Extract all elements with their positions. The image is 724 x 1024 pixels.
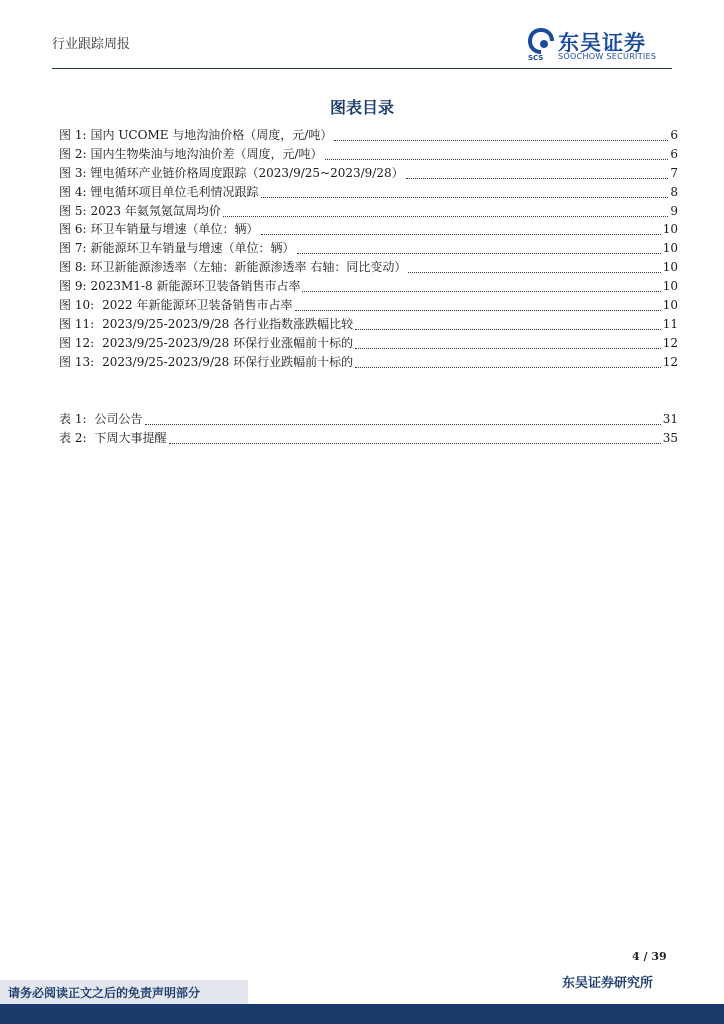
toc-entry-title: 2023M1-8 新能源环卫装备销售市占率 [90, 279, 301, 294]
toc-entry-label: 图 11: [59, 316, 95, 331]
logo-scs-text: SCS [528, 54, 544, 62]
toc-entry[interactable] [59, 220, 678, 239]
toc-entry-label: 图 1: [59, 128, 87, 142]
toc-entry-label: 表 2: [59, 430, 87, 445]
toc-leader-dots [355, 317, 661, 330]
toc-entry[interactable] [59, 202, 678, 221]
toc-entry[interactable] [59, 239, 678, 258]
toc-leader-dots [145, 412, 661, 425]
toc-leader-dots [334, 128, 668, 141]
toc-entry-label: 图 8: [59, 260, 87, 275]
toc-entry-label: 图 10: [59, 298, 95, 313]
toc-entry-title: 锂电循环产业链价格周度跟踪（2023/9/25~2023/9/28） [90, 165, 404, 180]
soochow-logo-icon [528, 28, 554, 54]
toc-entry-label: 图 13: [59, 354, 95, 369]
toc-entry[interactable] [59, 296, 678, 315]
toc-entry[interactable] [59, 258, 678, 277]
toc-entry[interactable] [59, 277, 678, 296]
toc-leader-dots [355, 355, 661, 368]
toc-entry-title: 国内 UCOME 与地沟油价格（周度，元/吨） [90, 128, 333, 142]
toc-entry-title: 环卫新能源渗透率（左轴：新能源渗透率 右轴：同比变动） [90, 260, 407, 275]
toc-entry-label: 图 2: [59, 146, 87, 161]
toc-entry-label: 图 4: [59, 184, 87, 199]
toc-entry-page: 10 [662, 241, 678, 256]
toc-entry[interactable] [59, 353, 678, 372]
toc-entry-page: 10 [662, 222, 678, 237]
toc-entry[interactable] [59, 334, 678, 353]
footer-organization: 东吴证券研究所 [562, 976, 654, 991]
toc-entry[interactable] [59, 315, 678, 334]
toc-entry-title: 2023/9/25-2023/9/28 各行业指数涨跌幅比较 [102, 316, 354, 331]
figure-list [59, 126, 678, 372]
toc-entry[interactable] [59, 145, 678, 164]
toc-leader-dots [302, 279, 660, 292]
table-list [59, 410, 678, 448]
toc-entry-label: 图 7: [59, 241, 87, 256]
toc-entry-page: 10 [662, 298, 678, 313]
toc-entry-title: 新能源环卫车销量与增速（单位：辆） [90, 241, 295, 256]
toc-entry-title: 2023 年氦氖氪氙周均价 [90, 203, 221, 218]
toc-leader-dots [325, 147, 669, 160]
toc-entry-title: 2023/9/25-2023/9/28 环保行业涨幅前十标的 [102, 335, 354, 350]
toc-entry-label: 图 12: [59, 335, 95, 350]
toc-entry[interactable] [59, 410, 678, 429]
toc-entry-page: 10 [662, 260, 678, 275]
toc-entry-page: 10 [662, 279, 678, 294]
toc-entry-title: 公司公告 [94, 412, 143, 426]
toc-entry-title: 国内生物柴油与地沟油价差（周度，元/吨） [90, 146, 323, 161]
toc-entry[interactable] [59, 126, 678, 145]
toc-title: 图表目录 [329, 98, 394, 117]
footer-bar [0, 1004, 724, 1024]
toc-entry-page: 12 [662, 335, 678, 350]
disclaimer-text: 请务必阅读正文之后的免责声明部分 [8, 985, 201, 1000]
toc-leader-dots [261, 222, 661, 235]
disclaimer-notice [0, 980, 248, 1004]
toc-entry-page: 7 [670, 165, 678, 180]
toc-entry[interactable] [59, 429, 678, 448]
toc-entry-page: 35 [662, 430, 678, 445]
toc-entry-page: 31 [662, 412, 678, 426]
toc-entry-title: 2023/9/25-2023/9/28 环保行业跌幅前十标的 [102, 354, 354, 369]
toc-entry-title: 2022 年新能源环卫装备销售市占率 [102, 298, 293, 313]
toc-entry-title: 下周大事提醒 [94, 430, 167, 445]
toc-entry-label: 图 5: [59, 203, 87, 218]
toc-entry-page: 12 [662, 354, 678, 369]
toc-leader-dots [169, 431, 661, 444]
toc-entry-page: 8 [670, 184, 678, 199]
toc-entry-page: 11 [662, 316, 678, 331]
toc-leader-dots [261, 185, 669, 198]
toc-entry-label: 图 6: [59, 222, 87, 237]
logo-chinese-name: 东吴证券 [558, 31, 646, 55]
toc-leader-dots [406, 166, 669, 179]
toc-leader-dots [297, 241, 661, 254]
company-logo [528, 26, 678, 62]
toc-entry-label: 表 1: [59, 412, 87, 426]
toc-entry-label: 图 9: [59, 279, 87, 294]
toc-entry-page: 6 [670, 146, 678, 161]
toc-entry-label: 图 3: [59, 165, 87, 180]
toc-leader-dots [223, 204, 669, 217]
header-divider [52, 68, 672, 69]
toc-entry-page: 6 [670, 128, 678, 142]
toc-entry[interactable] [59, 183, 678, 202]
toc-entry-page: 9 [670, 203, 678, 218]
logo-english-name: SOOCHOW SECURITIES [558, 52, 657, 61]
toc-entry-title: 锂电循环项目单位毛利情况跟踪 [90, 184, 259, 199]
report-type-label: 行业跟踪周报 [52, 37, 131, 52]
toc-entry-title: 环卫车销量与增速（单位：辆） [90, 222, 259, 237]
toc-leader-dots [355, 336, 661, 349]
page-number: 4 / 39 [632, 950, 667, 963]
toc-entry[interactable] [59, 164, 678, 183]
toc-leader-dots [408, 260, 660, 273]
toc-leader-dots [295, 298, 661, 311]
